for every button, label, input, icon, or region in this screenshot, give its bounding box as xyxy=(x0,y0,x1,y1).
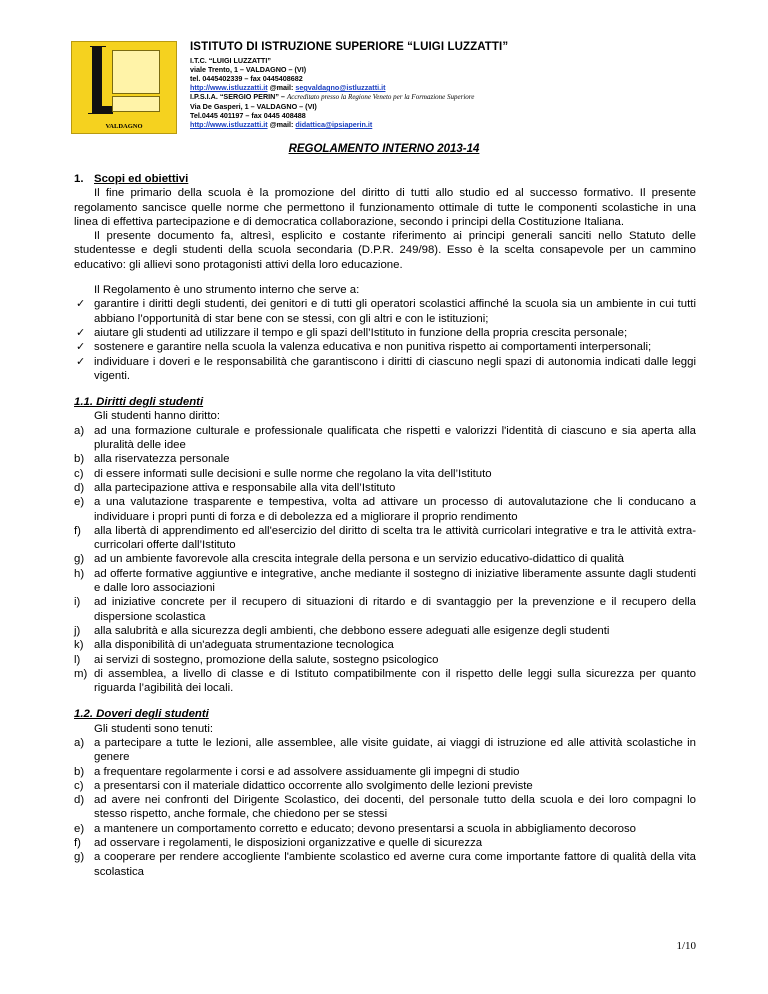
page-number: 1/10 xyxy=(676,940,696,952)
document-body xyxy=(74,172,696,879)
ipsia-accreditation: Accreditato presso la Regione Veneto per la Formazione Superiore xyxy=(286,93,475,101)
list-item-text: a presentarsi con il materiale didattico occorrente allo svolgimento delle lezioni previste xyxy=(94,779,533,792)
list-item xyxy=(74,822,696,836)
list-item-text: a cooperare per rendere accogliente l'ambiente scolastico ed averne cura come importante fattore di qualità della vita scolastica xyxy=(94,851,696,878)
list-marker: d) xyxy=(74,794,85,807)
list-item-text: a frequentare regolarmente i corsi e ad assolvere assiduamente gli impegni di studio xyxy=(94,765,520,778)
list-marker: l) xyxy=(74,653,81,666)
list-item-text: a partecipare a tutte le lezioni, alle assemblee, alle visite guidate, ai viaggi di istruzione ed alle attività scolastiche in genere xyxy=(94,736,696,764)
list-item xyxy=(74,624,696,638)
paragraph: Il presente documento fa, altresì, esplicito e costante riferimento ai principi generali sanciti nello Statuto delle studentesse e degli studenti della scuola secondaria (D.P.R. 249/98). Esso è la scelta consapevole per un cammino educativo: gli allievi sono protagonisti attivi della loro educazione. xyxy=(74,230,696,271)
list-item xyxy=(74,452,696,466)
list-item xyxy=(74,850,696,879)
ipsia-name: I.P.S.I.A. “SERGIO PERIN” – xyxy=(190,92,287,101)
list-marker: k) xyxy=(74,639,84,652)
logo-city: VALDAGNO xyxy=(105,123,143,130)
school-logo xyxy=(71,41,177,134)
checkmark-icon: ✓ xyxy=(76,341,86,354)
itc-email-label: @mail: xyxy=(269,83,294,92)
list-item xyxy=(74,765,696,779)
ipsia-contacts xyxy=(190,120,670,129)
list-item-text: ad iniziative concrete per il recupero di situazioni di ritardo e di svantaggio per la prevenzione e il recupero della dispersione scolastica xyxy=(94,596,696,623)
list-marker: g) xyxy=(74,851,85,864)
list-item xyxy=(74,340,696,354)
list-marker: e) xyxy=(74,822,85,835)
list-item xyxy=(74,667,696,696)
list-item-text: garantire i diritti degli studenti, dei genitori e di tutti gli operatori scolastici affinché la scuola sia un ambiente in cui tutti abbiano l’opportunità di star bene con se stessi, con gli altri e con le istituzioni; xyxy=(94,298,696,325)
ipsia-website-link[interactable]: http://www.istluzzatti.it xyxy=(190,120,268,129)
list-item xyxy=(74,326,696,340)
list-item-text: ad una formazione culturale e professionale qualificata che rispetti e valorizzi l'identità di ciascuno e sia aperta alla pluralità delle idee xyxy=(94,424,696,452)
list-item xyxy=(74,481,696,495)
list-marker: a) xyxy=(74,424,85,437)
list-item xyxy=(74,355,696,384)
paragraph: Il Regolamento è uno strumento interno che serve a: xyxy=(94,284,360,297)
document-title: REGOLAMENTO INTERNO 2013-14 xyxy=(288,143,480,155)
list-marker: b) xyxy=(74,765,85,778)
list-item xyxy=(74,779,696,793)
itc-contacts xyxy=(190,83,670,92)
rights-intro: Gli studenti hanno diritto: xyxy=(94,410,221,423)
list-item-text: alla riservatezza personale xyxy=(94,453,230,466)
ipsia-address: Via De Gasperi, 1 – VALDAGNO – (VI) xyxy=(190,102,317,111)
itc-address: viale Trento, 1 – VALDAGNO – (VI) xyxy=(190,65,307,74)
itc-emblem-icon xyxy=(112,50,160,94)
checkmark-icon: ✓ xyxy=(76,326,86,339)
list-marker: f) xyxy=(74,837,81,850)
list-item xyxy=(74,836,696,850)
purpose-list xyxy=(74,297,696,383)
itc-email-link[interactable]: segvaldagno@istluzzatti.it xyxy=(295,83,386,92)
list-item xyxy=(74,793,696,822)
list-item-text: di essere informati sulle decisioni e sulle norme che regolano la vita dell’Istituto xyxy=(94,467,492,480)
list-marker: g) xyxy=(74,553,85,566)
ipsia-line xyxy=(190,92,670,102)
list-item xyxy=(74,495,696,524)
list-item-text: sostenere e garantire nella scuola la valenza educativa e non punitiva rispetto ai comportamenti interpersonali; xyxy=(94,341,652,354)
list-item xyxy=(74,638,696,652)
list-item xyxy=(74,736,696,765)
list-item-text: ad un ambiente favorevole alla crescita integrale della persona e un servizio educativo-didattico di qualità xyxy=(94,553,624,566)
checkmark-icon: ✓ xyxy=(76,298,86,311)
itc-website-link[interactable]: http://www.istluzzatti.it xyxy=(190,83,268,92)
list-marker: e) xyxy=(74,496,85,509)
list-item-text: individuare i doveri e le responsabilità che garantiscono i diritti di ciascuno negli spazi di autonomia indicati dalle leggi vigenti. xyxy=(94,355,696,382)
list-marker: f) xyxy=(74,524,81,537)
list-item xyxy=(74,424,696,453)
list-marker: a) xyxy=(74,736,85,749)
ipsia-email-link[interactable]: didattica@ipsiaperin.it xyxy=(295,120,373,129)
list-item xyxy=(74,297,696,326)
list-item-text: a una valutazione trasparente e tempestiva, volta ad attivare un processo di autovalutazione che li conducano a individuare i propri punti di forza e di debolezza ed a migliorare il proprio rendimento xyxy=(94,496,696,523)
duties-list xyxy=(74,736,696,879)
list-marker: d) xyxy=(74,481,85,494)
duties-intro: Gli studenti sono tenuti: xyxy=(94,722,214,735)
list-marker: i) xyxy=(74,596,81,609)
paragraph: Il fine primario della scuola è la promozione del diritto di tutti allo studio ed al successo formativo. Il presente regolamento sancisce quelle norme che permettono il funzionamento ottimale di tutte le componenti scolastiche in una linea di effettiva partecipazione e di democratica collaborazione, secondo i principi della Costituzione Italiana. xyxy=(74,187,696,228)
institute-title: ISTITUTO DI ISTRUZIONE SUPERIORE “LUIGI LUZZATTI” xyxy=(190,41,509,53)
section-number: 1. xyxy=(74,173,84,185)
ipsia-email-label: @mail: xyxy=(269,120,294,129)
list-item-text: a mantenere un comportamento corretto e educato; devono presentarsi a scuola in abbigliamento decoroso xyxy=(94,822,637,835)
list-marker: j) xyxy=(74,624,81,637)
itc-phone: tel. 0445402339 – fax 0445408682 xyxy=(190,74,303,83)
list-item-text: alla salubrità e alla sicurezza degli ambienti, che debbono essere adeguati alle esigenze degli studenti xyxy=(94,624,610,637)
list-item-text: di assemblea, a livello di classe e di Istituto compatibilmente con il rispetto delle leggi sulla sicurezza per quanto riguarda l’agibilità dei locali. xyxy=(94,667,696,695)
list-marker: b) xyxy=(74,453,85,466)
itc-name: I.T.C. “LUIGI LUZZATTI” xyxy=(190,56,271,65)
rights-list xyxy=(74,424,696,696)
section-title: Scopi ed obiettivi xyxy=(94,173,189,185)
list-item xyxy=(74,524,696,553)
list-item-text: alla libertà di apprendimento ed all'esercizio del diritto di scelta tra le attività curricolari integrative e tra le attività extra-curricolari offerte dall’Istituto xyxy=(94,524,696,552)
list-marker: h) xyxy=(74,567,85,580)
subsection-title-duties: 1.2. Doveri degli studenti xyxy=(74,708,209,721)
list-marker: c) xyxy=(74,779,84,792)
list-item-text: ad avere nei confronti del Dirigente Scolastico, dei docenti, del personale tutto della scuola e dei loro compagni lo stesso rispetto, anche formale, che chiedono per se stessi xyxy=(94,794,696,821)
section-heading xyxy=(74,172,696,186)
list-item xyxy=(74,467,696,481)
list-item-text: aiutare gli studenti ad utilizzare il tempo e gli spazi dell’Istituto in funzione della propria crescita personale; xyxy=(94,326,628,339)
list-marker: c) xyxy=(74,467,84,480)
list-item-text: ad osservare i regolamenti, le disposizioni organizzative e quelle di sicurezza xyxy=(94,837,483,850)
list-item-text: alla partecipazione attiva e responsabile alla vita dell’Istituto xyxy=(94,481,396,494)
list-item xyxy=(74,653,696,667)
checkmark-icon: ✓ xyxy=(76,355,86,368)
list-item xyxy=(74,595,696,624)
ipsia-emblem-icon xyxy=(112,96,160,112)
list-item xyxy=(74,552,696,566)
list-item-text: ad offerte formative aggiuntive e integrative, anche mediante il sostegno di iniziative liberamente assunte dagli studenti e dalle loro associazioni xyxy=(94,567,696,595)
list-item xyxy=(74,567,696,596)
list-marker: m) xyxy=(74,667,88,680)
list-item-text: alla disponibilità di un'adeguata strumentazione tecnologica xyxy=(94,639,394,652)
letterhead xyxy=(190,41,670,129)
list-item-text: ai servizi di sostegno, promozione della salute, sostegno psicologico xyxy=(94,653,439,666)
ipsia-phone: Tel.0445 401197 – fax 0445 408488 xyxy=(190,111,306,120)
subsection-title-rights: 1.1. Diritti degli studenti xyxy=(74,396,204,409)
